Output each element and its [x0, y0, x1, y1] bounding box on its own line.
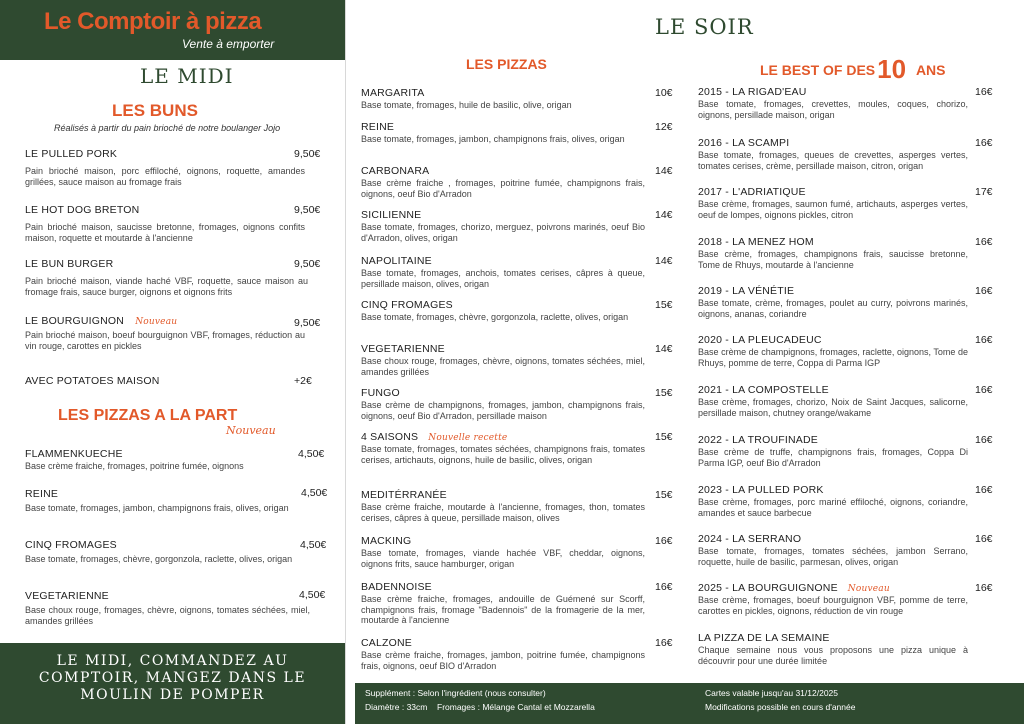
list-item: [361, 535, 645, 569]
item-desc: Base tomate, fromages, tomates séchées, jambon Serrano, roquette, huile de basilic, parmesan, olives, origan: [698, 546, 968, 567]
item-name: 4 SAISONS: [361, 431, 419, 443]
item-price: 16€: [655, 637, 673, 649]
list-item: [698, 236, 968, 270]
item-name: 2018 - LA MENEZ HOM: [698, 236, 814, 248]
brand-header: [0, 0, 345, 60]
new-badge: Nouvelle recette: [428, 433, 508, 443]
item-name: 2025 - LA BOURGUIGNONE: [698, 582, 838, 594]
new-badge: Nouveau: [847, 584, 890, 594]
item-desc: Base tomate, crème, fromages, poulet au curry, poivrons marinés, oignons, ananas, coriandre: [698, 298, 968, 319]
best-title-a: LE BEST OF DES: [760, 62, 876, 78]
item-desc: Base crème fraiche, fromages, andouille de Guémené sur Scorff, champignons frais, fromage "Badennois" de la fromagerie de la mer, moutarde à l'ancienne: [361, 594, 645, 625]
item-name: LA PIZZA DE LA SEMAINE: [698, 632, 830, 644]
list-item: [361, 121, 645, 145]
item-name: NAPOLITAINE: [361, 255, 432, 267]
list-item: [25, 315, 305, 351]
item-desc: Base crème, fromages, porc mariné effiloché, oignons, coriandre, amandes et sauce barbecue: [698, 497, 968, 518]
item-name: 2022 - LA TROUFINADE: [698, 434, 818, 446]
item-name: CINQ FROMAGES: [361, 299, 453, 311]
list-item: [25, 375, 160, 387]
list-item: [698, 533, 968, 567]
list-item: [698, 582, 968, 616]
item-desc: Base tomate, fromages, chèvre, gorgonzola, raclette, olives, origan: [361, 312, 629, 322]
item-price: +2€: [294, 375, 312, 387]
list-item: [25, 590, 310, 626]
item-price: 16€: [975, 334, 993, 346]
item-desc: Base tomate, fromages, tomates séchées, champignons frais, tomates cerises, artichauts, oignons, huile de basilic, olives, origan: [361, 444, 645, 465]
list-item: [25, 258, 308, 297]
item-name: MARGARITA: [361, 87, 425, 99]
soir-title: LE SOIR: [655, 15, 754, 39]
pizzas-title: LES PIZZAS: [466, 56, 547, 72]
item-desc: Base crème, fromages, saumon fumé, artichauts, asperges vertes, oeuf de lompes, oignons pickles, citron: [698, 199, 968, 220]
footer-line: LE MIDI, COMMANDEZ AU: [56, 653, 289, 669]
item-name: SICILIENNE: [361, 209, 422, 221]
item-name: VEGETARIENNE: [361, 343, 445, 355]
list-item: [698, 434, 968, 468]
list-item: [361, 343, 645, 377]
item-desc: Base tomate, fromages, huile de basilic, olive, origan: [361, 100, 572, 110]
footer-diametre: Diamètre : 33cm: [365, 702, 428, 712]
list-item: [698, 384, 968, 418]
list-item: [361, 387, 645, 421]
item-price: 14€: [655, 343, 673, 355]
item-price: 16€: [975, 137, 993, 149]
item-desc: Base tomate, fromages, chorizo, merguez, poivrons marinés, oeuf Bio d'Arradon, olives, origan: [361, 222, 645, 243]
item-desc: Base choux rouge, fromages, chèvre, oignons, tomates séchées, miel, amandes grillées: [361, 356, 645, 377]
footer-line: COMPTOIR, MANGEZ DANS LE: [38, 670, 307, 686]
brand-tagline: Vente à emporter: [182, 37, 275, 51]
item-price: 16€: [975, 434, 993, 446]
item-desc: Base crème, fromages, champignons frais, saucisse bretonne, Tome de Rhuys, moutarde à l'ancienne: [698, 249, 968, 270]
item-name: 2016 - LA SCAMPI: [698, 137, 790, 149]
item-desc: Base crème, fromages, chorizo, Noix de Saint Jacques, salicorne, persillade maison, chutney orange/wakame: [698, 397, 968, 418]
item-name: 2023 - LA PULLED PORK: [698, 484, 824, 496]
item-desc: Base crème fraiche, fromages, jambon, poitrine fumée, champignons frais, oignons, oeuf BIO d'Arradon: [361, 650, 645, 671]
item-name: REINE: [361, 121, 395, 133]
list-item: [698, 334, 968, 368]
item-price: 9,50€: [294, 148, 321, 160]
brand-name: Le Comptoir à pizza: [44, 8, 262, 35]
item-desc: Chaque semaine nous vous proposons une pizza unique à découvrir pour une durée limitée: [698, 645, 968, 666]
item-price: 15€: [655, 431, 673, 443]
item-name: MEDITÉRRANÉE: [361, 489, 447, 501]
item-price: 9,50€: [294, 317, 321, 329]
list-item: [698, 186, 968, 220]
item-desc: Base tomate, fromages, jambon, champignons frais, olives, origan: [361, 134, 625, 144]
list-item: [361, 209, 645, 243]
item-desc: Base tomate, fromages, anchois, tomates cerises, câpres à queue, persillade maison, olives, origan: [361, 268, 645, 289]
item-name: 2017 - L'ADRIATIQUE: [698, 186, 806, 198]
item-desc: Pain brioché maison, boeuf bourguignon VBF, fromages, réduction au vin rouge, carottes en pickles: [25, 330, 305, 351]
item-name: LE BUN BURGER: [25, 258, 114, 270]
item-desc: Pain brioché maison, viande haché VBF, roquette, sauce maison au fromage frais, sauce burger, oignons et oignons frits: [25, 276, 308, 297]
best-title-b: ANS: [915, 62, 946, 78]
footer-modifs: Modifications possible en cours d'année: [705, 702, 856, 712]
footer-line: MOULIN DE POMPER: [80, 687, 265, 703]
item-desc: Base crème fraiche , fromages, poitrine fumée, champignons frais, oignons, oeuf Bio d'Arradon: [361, 178, 645, 199]
item-price: 16€: [975, 533, 993, 545]
item-name: 2019 - LA VÉNÉTIE: [698, 285, 795, 297]
item-name: 2021 - LA COMPOSTELLE: [698, 384, 829, 396]
new-badge: Nouveau: [135, 317, 178, 327]
item-price: 14€: [655, 209, 673, 221]
list-item: [361, 87, 645, 111]
item-name: CINQ FROMAGES: [25, 539, 117, 551]
item-price: 9,50€: [294, 204, 321, 216]
item-name: LE PULLED PORK: [25, 148, 118, 160]
item-name: VEGETARIENNE: [25, 590, 109, 602]
item-price: 4,50€: [300, 539, 327, 551]
item-price: 14€: [655, 165, 673, 177]
item-name: FUNGO: [361, 387, 400, 399]
item-price: 16€: [975, 484, 993, 496]
list-item: [361, 637, 645, 671]
item-desc: Base crème, fromages, boeuf bourguignon VBF, pomme de terre, carottes en pickles, oignons, réduction de vin rouge: [698, 595, 968, 616]
item-price: 14€: [655, 255, 673, 267]
item-name: FLAMMENKUECHE: [25, 448, 123, 460]
pizzas-part-title: LES PIZZAS A LA PART: [58, 407, 238, 424]
item-price: 4,50€: [298, 448, 325, 460]
item-price: 9,50€: [294, 258, 321, 270]
item-desc: Pain brioché maison, saucisse bretonne, fromages, oignons confits maison, roquette et moutarde à l'ancienne: [25, 222, 305, 243]
list-item: [361, 255, 645, 289]
item-name: LE BOURGUIGNON: [25, 315, 125, 327]
new-badge: Nouveau: [226, 424, 276, 437]
midi-footer: [0, 643, 345, 724]
best-number: 10: [877, 54, 907, 84]
item-price: 4,50€: [301, 487, 328, 499]
item-price: 16€: [975, 384, 993, 396]
item-name: CARBONARA: [361, 165, 430, 177]
item-desc: Base crème de champignons, fromages, jambon, champignons frais, oignons, oeuf Bio d'Arradon, persillade maison: [361, 400, 645, 421]
list-item: [698, 484, 968, 518]
list-item: [25, 539, 310, 565]
item-name: 2020 - LA PLEUCADEUC: [698, 334, 822, 346]
list-item: [361, 489, 645, 523]
item-name: AVEC POTATOES MAISON: [25, 375, 160, 387]
buns-title: LES BUNS: [112, 101, 198, 120]
item-price: 16€: [655, 581, 673, 593]
list-item: [698, 632, 968, 666]
item-price: 15€: [655, 299, 673, 311]
item-price: 10€: [655, 87, 673, 99]
list-item: [361, 431, 645, 465]
item-desc: Base crème de truffe, champignons frais, fromages, Coppa Di Parma IGP, oeuf Bio d'Arradon: [698, 447, 968, 468]
item-name: 2024 - LA SERRANO: [698, 533, 802, 545]
item-name: BADENNOISE: [361, 581, 432, 593]
item-price: 15€: [655, 387, 673, 399]
item-name: MACKING: [361, 535, 412, 547]
footer-fromages: Fromages : Mélange Cantal et Mozzarella: [437, 702, 595, 712]
list-item: [25, 148, 305, 187]
best-of-title: [760, 54, 946, 85]
item-price: 16€: [975, 582, 993, 594]
item-desc: Pain brioché maison, porc effiloché, oignons, roquette, amandes grillées, sauce maison au fromage frais: [25, 166, 305, 187]
item-price: 17€: [975, 186, 993, 198]
item-price: 16€: [975, 285, 993, 297]
item-desc: Base crème fraiche, moutarde à l'ancienne, fromages, thon, tomates cerises, câpres à queue, persillade maison, olives: [361, 502, 645, 523]
item-desc: Base tomate, fromages, jambon, champignons frais, olives, origan: [25, 503, 289, 513]
item-name: LE HOT DOG BRETON: [25, 204, 140, 216]
list-item: [698, 137, 968, 171]
list-item: [698, 285, 968, 319]
list-item: [25, 448, 310, 472]
item-desc: Base crème de champignons, fromages, raclette, oignons, Tome de Rhuys, pomme de terre, Coppa di Parma IGP: [698, 347, 968, 368]
footer-validite: Cartes valable jusqu'au 31/12/2025: [705, 688, 838, 698]
buns-subtitle: Réalisés à partir du pain brioché de notre boulanger Jojo: [54, 123, 281, 133]
item-desc: Base crème fraiche, fromages, poitrine fumée, oignons: [25, 461, 244, 471]
item-name: 2015 - LA RIGAD'EAU: [698, 86, 807, 98]
item-name: CALZONE: [361, 637, 412, 649]
soir-footer: [355, 683, 1024, 724]
list-item: [361, 165, 645, 199]
item-price: 4,50€: [299, 589, 326, 601]
item-desc: Base tomate, fromages, crevettes, moules, coques, chorizo, oignons, persillade maison, origan: [698, 99, 968, 120]
item-desc: Base tomate, fromages, chèvre, gorgonzola, raclette, olives, origan: [25, 554, 293, 564]
item-desc: Base choux rouge, fromages, chèvre, oignons, tomates séchées, miel, amandes grillées: [25, 605, 310, 626]
item-price: 16€: [975, 236, 993, 248]
item-desc: Base tomate, fromages, queues de crevettes, asperges vertes, tomates cerises, crème, persillade maison, citron, origan: [698, 150, 968, 171]
item-desc: Base tomate, fromages, viande hachée VBF, cheddar, oignons, oignons frits, sauce hamburger, origan: [361, 548, 645, 569]
list-item: [361, 581, 645, 626]
list-item: [25, 204, 305, 243]
footer-supplement: Supplément : Selon l'ingrédient (nous consulter): [365, 688, 546, 698]
item-price: 12€: [655, 121, 673, 133]
item-price: 16€: [975, 86, 993, 98]
list-item: [698, 86, 968, 120]
midi-title: LE MIDI: [140, 64, 234, 88]
list-item: [25, 488, 310, 514]
item-price: 16€: [655, 535, 673, 547]
list-item: [361, 299, 645, 323]
item-price: 15€: [655, 489, 673, 501]
column-divider: [345, 0, 346, 724]
item-name: REINE: [25, 488, 59, 500]
